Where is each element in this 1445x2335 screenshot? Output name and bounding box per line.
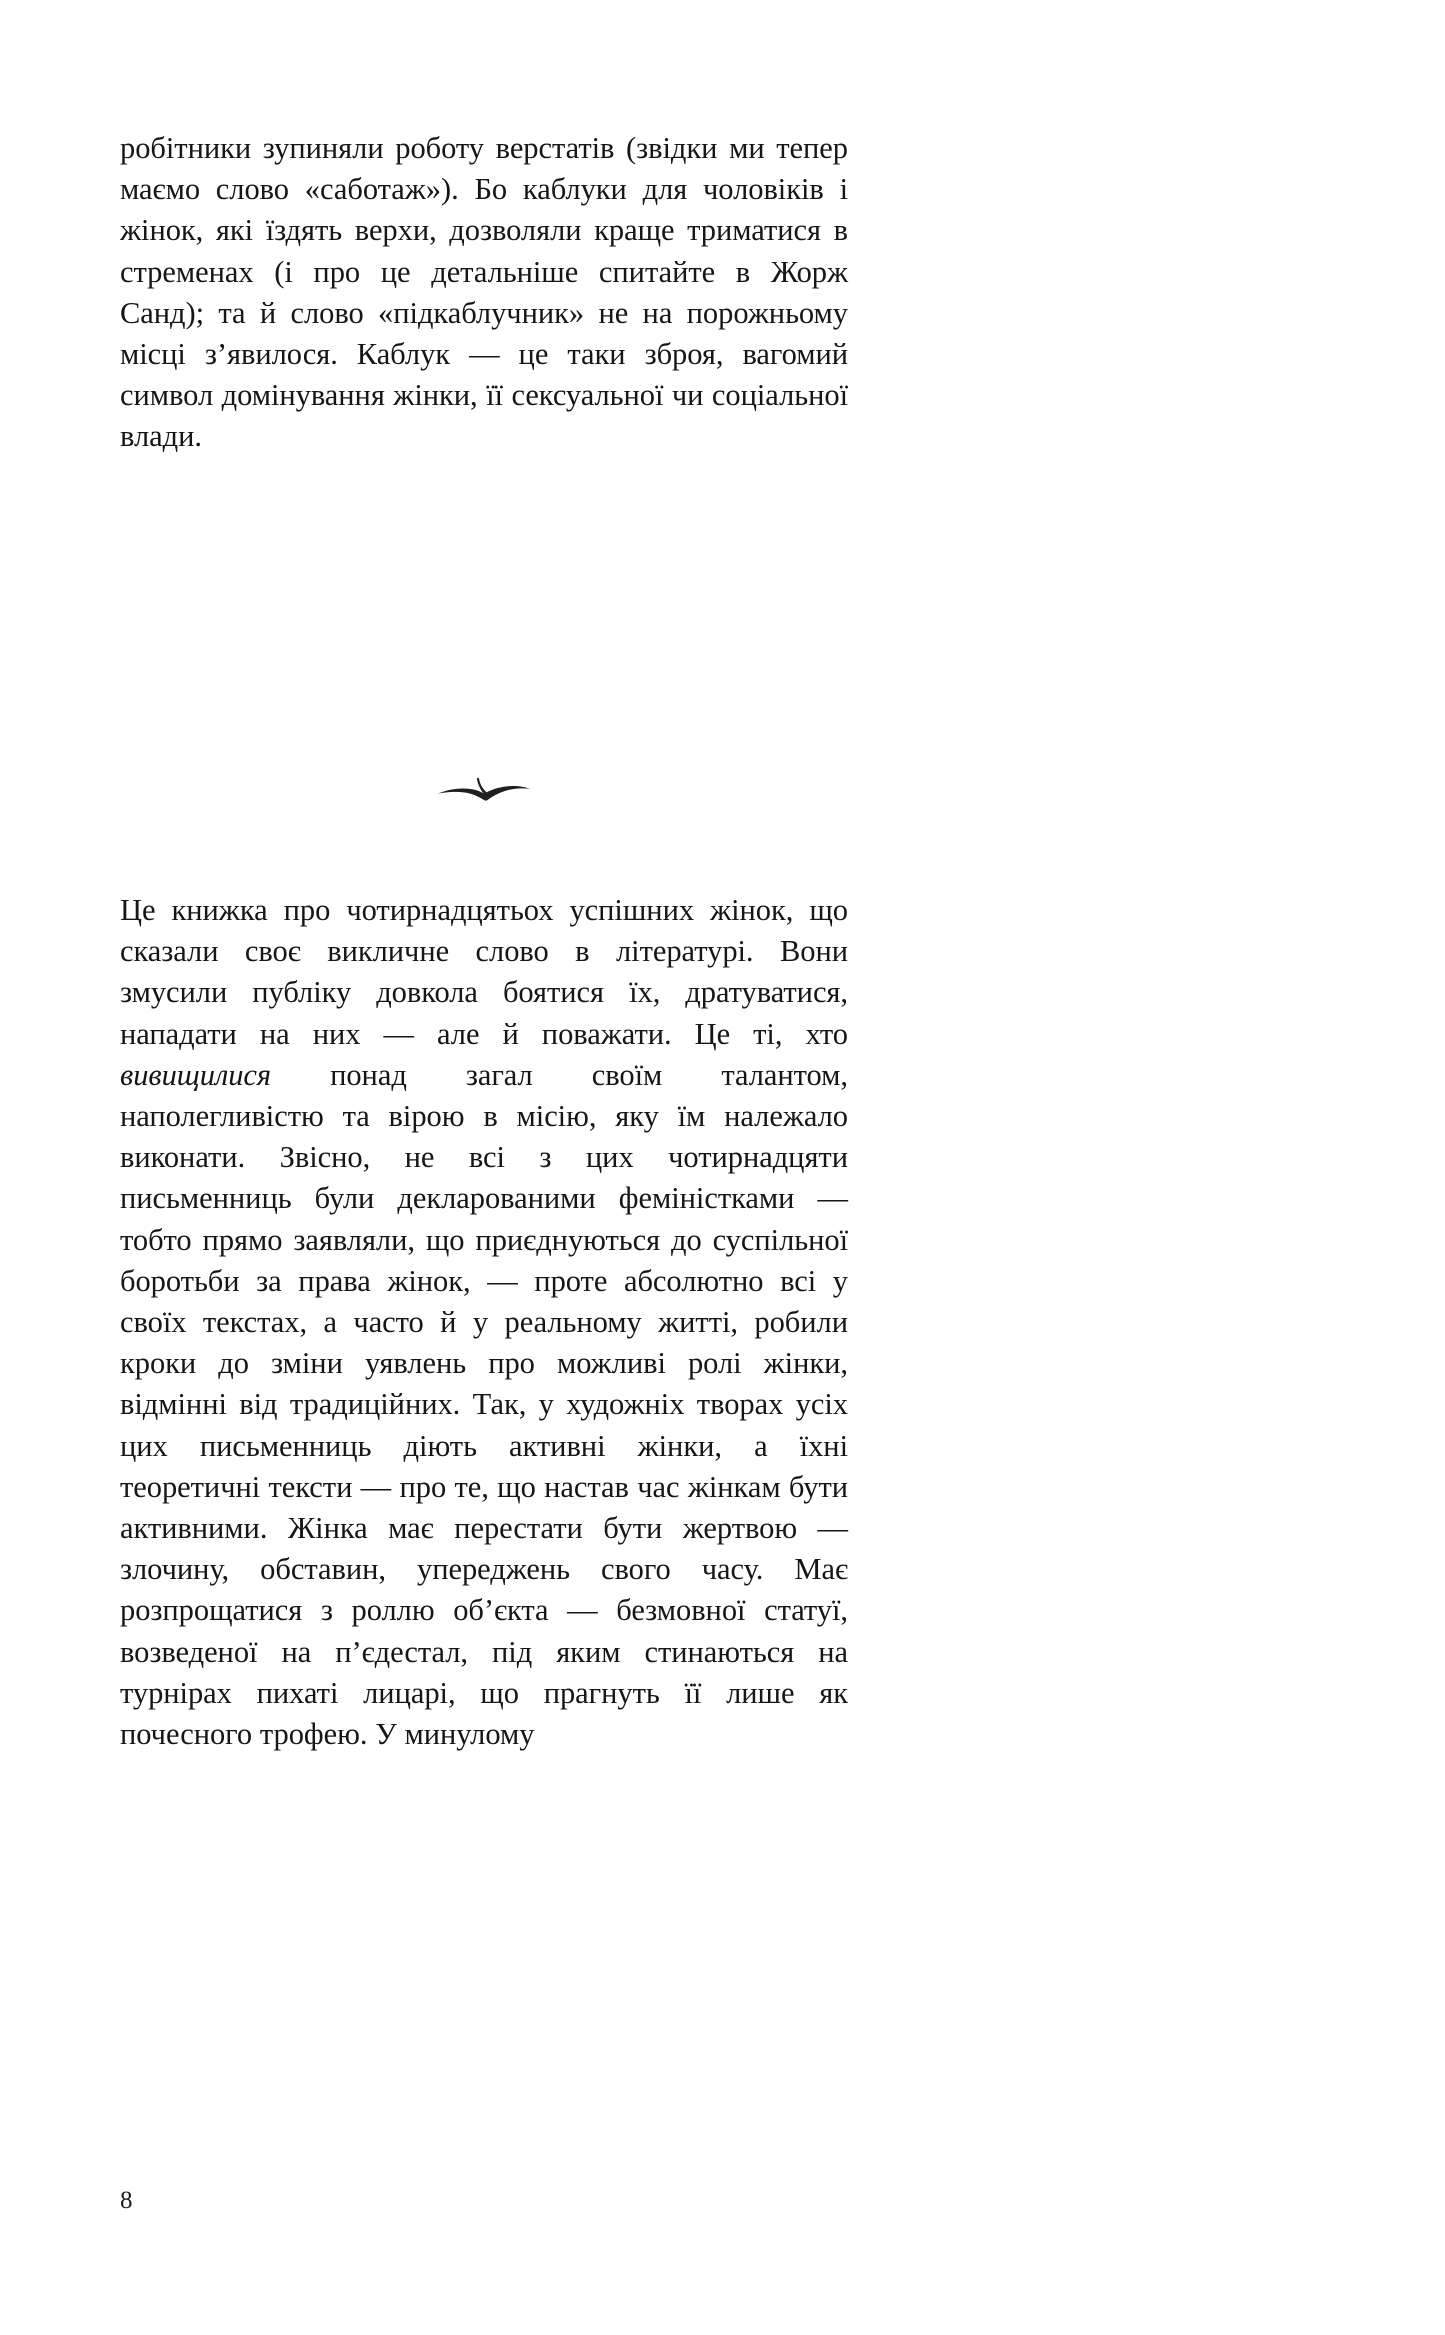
page-number: 8 (120, 2187, 133, 2214)
paragraph-two-column (120, 890, 848, 1755)
paragraph-one: робітники зупиняли роботу верстатів (звідки ми тепер маємо слово «саботаж»). Бо каблуки для чоловіків і жінок, які їздять верхи, дозволяли краще триматися в стременах (і про це детальніше спитайте в Жорж Санд); та й слово «підкаблучник» не на порожньому місці з’явилося. Каблук — це таки зброя, вагомий символ домінування жінки, її сексуальної чи соціальної влади. (120, 131, 848, 454)
paragraph-two-rest: понад загал своїм талантом, наполегливістю та вірою в місію, яку їм належало виконати. Звісно, не всі з цих чотирнадцяти письменниць були декларованими феміністками — тобто прямо заявляли, що приєднуються до суспільної боротьби за права жінок, — проте абсолютно всі у своїх текстах, а часто й у реальному житті, робили кроки до зміни уявлень про можливі ролі жінки, відмінні від традиційних. Так, у художніх творах усіх цих письменниць діють активні жінки, а їхні теоретичні тексти — про те, що настав час жінкам бути активними. Жінка має перестати бути жертвою — злочину, обставин, упереджень свого часу. Має розпрощатися з роллю об’єкта — безмовної статуї, возведеної на п’єдестал, під яким стинаються на турнірах пихаті лицарі, що прагнуть її лише як почесного трофею. У минулому (120, 1057, 848, 1752)
wing-swash-ornament (436, 775, 532, 809)
paragraph-two (120, 890, 848, 1755)
paragraph-two-lead: Це книжка про чотирнадцятьох успішних жінок, що сказали своє викличне слово в літературі. Вони змусили публіку довкола боятися їх, дратуватися, нападати на них — але й поважати. Це ті, хто (120, 893, 848, 1051)
paragraph-one-column (120, 128, 848, 458)
section-divider (120, 742, 848, 842)
paragraph-two-emphasis: вивищилися (120, 1057, 272, 1092)
